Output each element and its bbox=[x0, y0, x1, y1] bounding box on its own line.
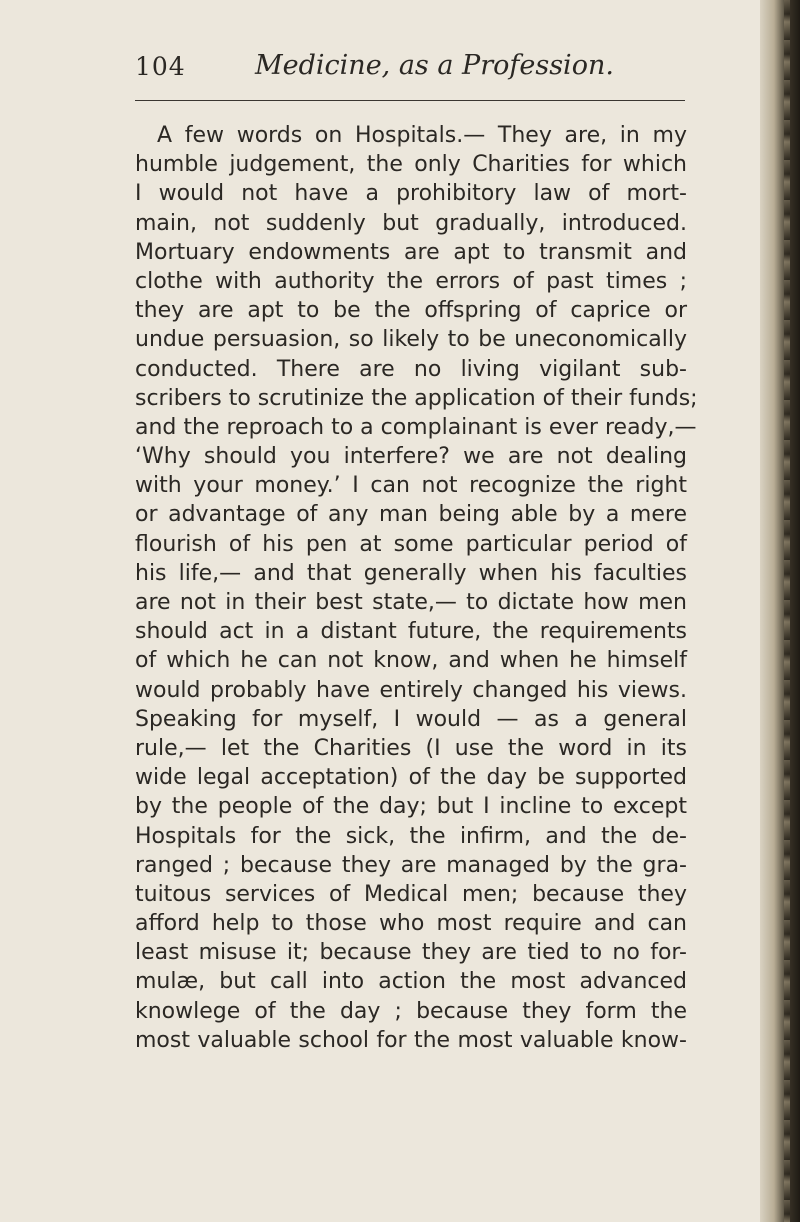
text-line: flourish of his pen at some particular period of bbox=[135, 531, 687, 557]
text-line: humble judgement, the only Charities for which bbox=[135, 152, 687, 178]
text-line: would probably have entirely changed his views. bbox=[135, 677, 687, 703]
text-line: his life,— and that generally when his faculties bbox=[135, 560, 687, 586]
text-line: A few words on Hospitals.— They are, in my bbox=[157, 123, 687, 148]
text-line: wide legal acceptation) of the day be supported bbox=[135, 765, 687, 791]
text-line: knowlege of the day ; because they form the bbox=[135, 998, 687, 1024]
text-line: should act in a distant future, the requirements bbox=[135, 619, 687, 645]
text-line: or advantage of any man being able by a mere bbox=[135, 502, 687, 528]
text-line: undue persuasion, so likely to be uneconomically bbox=[135, 327, 687, 353]
running-head bbox=[135, 52, 685, 92]
text-line: of which he can not know, and when he himself bbox=[135, 648, 687, 674]
text-line: most valuable school for the most valuable know- bbox=[135, 1027, 687, 1053]
text-line: scribers to scrutinize the application of their funds; bbox=[135, 385, 698, 411]
text-line: by the people of the day; but I incline to except bbox=[135, 794, 687, 820]
text-line: mulæ, but call into action the most advanced bbox=[135, 969, 687, 995]
text-line: with your money.’ I can not recognize the right bbox=[135, 473, 687, 499]
text-line: ‘Why should you interfere? we are not dealing bbox=[135, 444, 687, 470]
text-line: tuitous services of Medical men; because they bbox=[135, 881, 687, 907]
text-line: Hospitals for the sick, the infirm, and the de- bbox=[135, 823, 687, 849]
book-spine-edge bbox=[760, 0, 800, 1222]
text-line: Mortuary endowments are apt to transmit and bbox=[135, 239, 687, 265]
text-line: Speaking for myself, I would — as a general bbox=[135, 706, 687, 732]
text-line: clothe with authority the errors of past times ; bbox=[135, 268, 687, 294]
text-line: main, not suddenly but gradually, introduced. bbox=[135, 210, 687, 236]
spine-shadow bbox=[784, 0, 790, 1222]
text-line: are not in their best state,— to dictate how men bbox=[135, 590, 687, 615]
text-line: least misuse it; because they are tied to no for- bbox=[135, 940, 687, 966]
text-line: and the reproach to a complainant is ever ready,— bbox=[135, 414, 697, 440]
page-number: 104 bbox=[135, 52, 186, 81]
text-line: rule,— let the Charities (I use the word in its bbox=[135, 735, 687, 761]
running-title: Medicine, as a Profession. bbox=[255, 50, 614, 81]
text-line: ranged ; because they are managed by the gra- bbox=[135, 852, 687, 878]
text-line: I would not have a prohibitory law of mort- bbox=[135, 181, 687, 207]
header-rule bbox=[135, 100, 685, 101]
text-line: they are apt to be the offspring of caprice or bbox=[135, 298, 687, 324]
text-line: afford help to those who most require and can bbox=[135, 911, 687, 937]
body-paragraph bbox=[135, 121, 698, 1055]
text-line: conducted. There are no living vigilant sub- bbox=[135, 356, 687, 382]
